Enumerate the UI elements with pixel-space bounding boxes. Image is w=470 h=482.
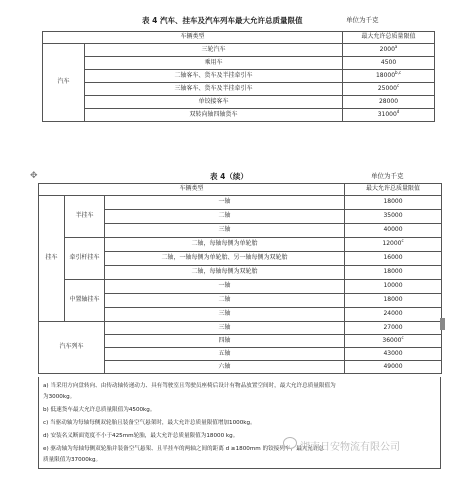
table2-row-name: 六轴 [105,361,345,374]
table2-row-name: 三轴 [105,308,345,322]
table1-row-name: 乘用车 [85,57,343,70]
table2-row-name: 三轴 [105,224,345,238]
table1-row-value: 18000$^{b,c}$ [343,70,435,83]
watermark: 湖南日安物流有限公司 [300,442,400,453]
move-handle-icon[interactable]: ✥ [30,171,38,181]
table2-header-limit: 最大允许总质量限值 [345,184,442,196]
footnote-mark: b,c [395,69,402,75]
table-notes [38,377,441,469]
note-line: 为3000kg。 [43,394,76,400]
table1-row-value: 31000$^d$ [343,109,435,122]
table1-unit: 单位为千克 [346,16,379,24]
table1-title: 表 4 汽车、挂车及汽车列车最大允许总质量限值 [142,16,303,25]
table1-row-name: 双转向轴四轴货车 [85,109,343,122]
footnote-mark: a [394,43,398,49]
table2-row-value: 40000 [345,224,442,238]
table2-unit: 单位为千克 [371,172,404,180]
table2-row-value: 18000 [345,294,442,308]
table2-row-value: 18000 [345,266,442,280]
table2-row-value: 12000$^c$ [345,238,442,252]
table2-row-name: 二轴 [105,294,345,308]
table2-title: 表 4（续） [210,172,248,181]
table1-row-value: 4500 [343,57,435,70]
table2-group-cell: 挂车 [39,196,65,322]
table2-row-value: 24000 [345,308,442,322]
table2-row-name: 二轴 [105,210,345,224]
table2-row-value: 10000 [345,280,442,294]
road-train-label: 汽车列车 [39,322,105,374]
semi-trailer-label: 半挂车 [65,196,105,238]
table2-row-name: 五轴 [105,348,345,361]
table2-header-type: 车辆类型 [39,184,345,196]
table2-row-name: 二轴，一轴每侧为单轮胎、另一轴每侧为双轮胎 [105,252,345,266]
table1-group-cell: 汽车 [43,44,85,122]
table2-row-name: 四轴 [105,335,345,348]
table2-row-name: 一轴 [105,196,345,210]
resize-handle[interactable] [440,318,445,330]
table2-row-name: 一轴 [105,280,345,294]
note-line: 质量限值为37000kg。 [43,457,102,463]
table1-row-value: 2000$^a$ [343,44,435,57]
table1-row-name: 二轴客车、货车及半挂牵引车 [85,70,343,83]
note-line: a) 当采用方向盘转向、由传动轴传递动力、具有驾驶室且驾驶员座椅后设计有物品放置空间时，最大允许总质量限值为 [43,383,336,389]
note-line: c) 当驱动轴为每轴每侧双轮胎且装备空气悬架时，最大允许总质量限值增加1000kg。 [43,420,256,426]
table1-row-name: 单铰接客车 [85,96,343,109]
table1 [42,31,435,122]
table2-row-value: 43000 [345,348,442,361]
center-axle-trailer-label: 中置轴挂车 [65,280,105,322]
table1-row-value: 28000 [343,96,435,109]
table2-row-value: 36000$^c$ [345,335,442,348]
table1-header-limit: 最大允许总质量限值 [343,32,435,44]
note-line: e) 驱动轴为每轴每侧双轮胎并装备空气悬架、且半挂车的两轴之间的距离 d ≥1800mm 的铰接列车，最大允许总 [43,446,325,452]
note-line: b) 低速货车最大允许总质量限值为4500kg。 [43,407,156,413]
wechat-logo-icon [283,437,297,449]
footnote-mark: c [396,82,400,88]
table2-row-value: 18000 [345,196,442,210]
drawbar-trailer-label: 牵引杆挂车 [65,238,105,280]
table2-row-value: 35000 [345,210,442,224]
table2-row-name: 二轴，每轴每侧为单轮胎 [105,238,345,252]
table2-row-value: 49000 [345,361,442,374]
table2 [38,183,442,374]
table2-row-name: 二轴，每轴每侧为双轮胎 [105,266,345,280]
table2-row-name: 三轴 [105,322,345,335]
table1-row-name: 三轴客车、货车及半挂牵引车 [85,83,343,96]
table2-row-value: 27000 [345,322,442,335]
table1-row-value: 25000$^c$ [343,83,435,96]
footnote-mark: d [396,108,400,114]
note-line: d) 安装名义断面宽度不小于425mm轮胎，最大允许总质量限值为18000 kg。 [43,433,239,439]
table2-row-value: 16000 [345,252,442,266]
table1-row-name: 三轮汽车 [85,44,343,57]
footnote-mark: c [401,238,404,244]
footnote-mark: c [401,334,404,340]
table1-header-type: 车辆类型 [43,32,343,44]
